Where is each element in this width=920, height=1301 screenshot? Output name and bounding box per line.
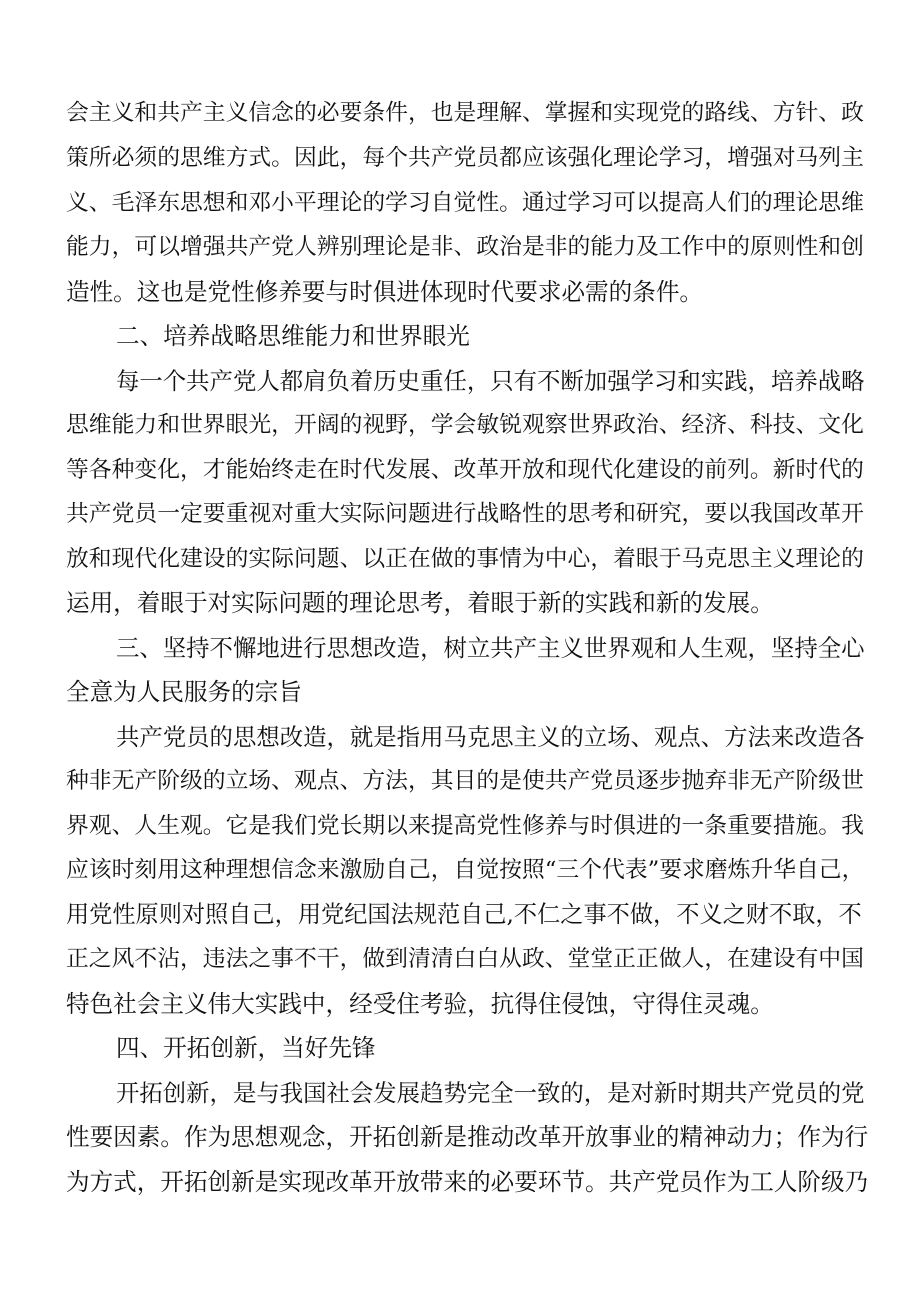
text-line: 用党性原则对照自己，用党纪国法规范自己,不仁之事不做，不义之财不取，不 (66, 901, 862, 928)
text-line: 会主义和共产主义信念的必要条件，也是理解、掌握和实现党的路线、方针、政 (66, 100, 864, 126)
text-line: 特色社会主义伟大实践中，经受住考验，抗得住侵蚀，守得住灵魂。 (66, 990, 774, 1018)
text-line: 等各种变化，才能始终走在时代发展、改革开放和现代化建设的前列。新时代的 (66, 457, 864, 483)
section-heading: 二、培养战略思维能力和世界眼光 (116, 322, 470, 350)
text-line: 义、毛泽东思想和邓小平理论的学习自觉性。通过学习可以提高人们的理论思维 (66, 190, 864, 216)
text-line: 性要因素。作为思想观念，开拓创新是推动改革开放事业的精神动力；作为行 (66, 1123, 869, 1151)
text-line: 种非无产阶级的立场、观点、方法，其目的是使共产党员逐步抛弃非无产阶级世 (66, 768, 864, 794)
text-line: 应该时刻用这种理想信念来激励自己，自觉按照“三个代表”要求磨炼升华自己， (66, 857, 865, 883)
text-line: 策所必须的思维方式。因此，每个共产党员都应该强化理论学习，增强对马列主 (66, 145, 864, 171)
text-line: 放和现代化建设的实际问题、以正在做的事情为中心，着眼于马克思主义理论的 (66, 546, 864, 572)
text-line: 共产党员一定要重视对重大实际问题进行战略性的思考和研究，要以我国改革开 (66, 501, 864, 527)
section-heading: 三、坚持不懈地进行思想改造，树立共产主义世界观和人生观，坚持全心 (116, 634, 865, 662)
text-line: 共产党员的思想改造，就是指用马克思主义的立场、观点、方法来改造各 (116, 723, 865, 751)
text-line: 为方式，开拓创新是实现改革开放带来的必要环节。共产党员作为工人阶级乃 (66, 1168, 869, 1196)
section-heading: 四、开拓创新，当好先锋 (116, 1034, 376, 1062)
text-line: 开拓创新，是与我国社会发展趋势完全一致的，是对新时期共产党员的党 (116, 1079, 865, 1107)
text-line: 界观、人生观。它是我们党长期以来提高党性修养与时俱进的一条重要措施。我 (66, 813, 864, 839)
text-line: 能力，可以增强共产党人辨别理论是非、政治是非的能力及工作中的原则性和创 (66, 234, 864, 260)
text-line: 每一个共产党人都肩负着历史重任，只有不断加强学习和实践，培养战略 (116, 367, 865, 395)
section-heading-continued: 全意为人民服务的宗旨 (66, 678, 302, 706)
text-line: 思维能力和世界眼光，开阔的视野，学会敏锐观察世界政治、经济、科技、文化 (66, 412, 864, 438)
text-line: 造性。这也是党性修养要与时俱进体现时代要求必需的条件。 (66, 278, 704, 306)
text-line: 运用，着眼于对实际问题的理论思考，着眼于新的实践和新的发展。 (66, 589, 774, 617)
text-line: 正之风不沾，违法之事不干，做到清清白白从政、堂堂正正做人，在建设有中国 (66, 946, 864, 972)
